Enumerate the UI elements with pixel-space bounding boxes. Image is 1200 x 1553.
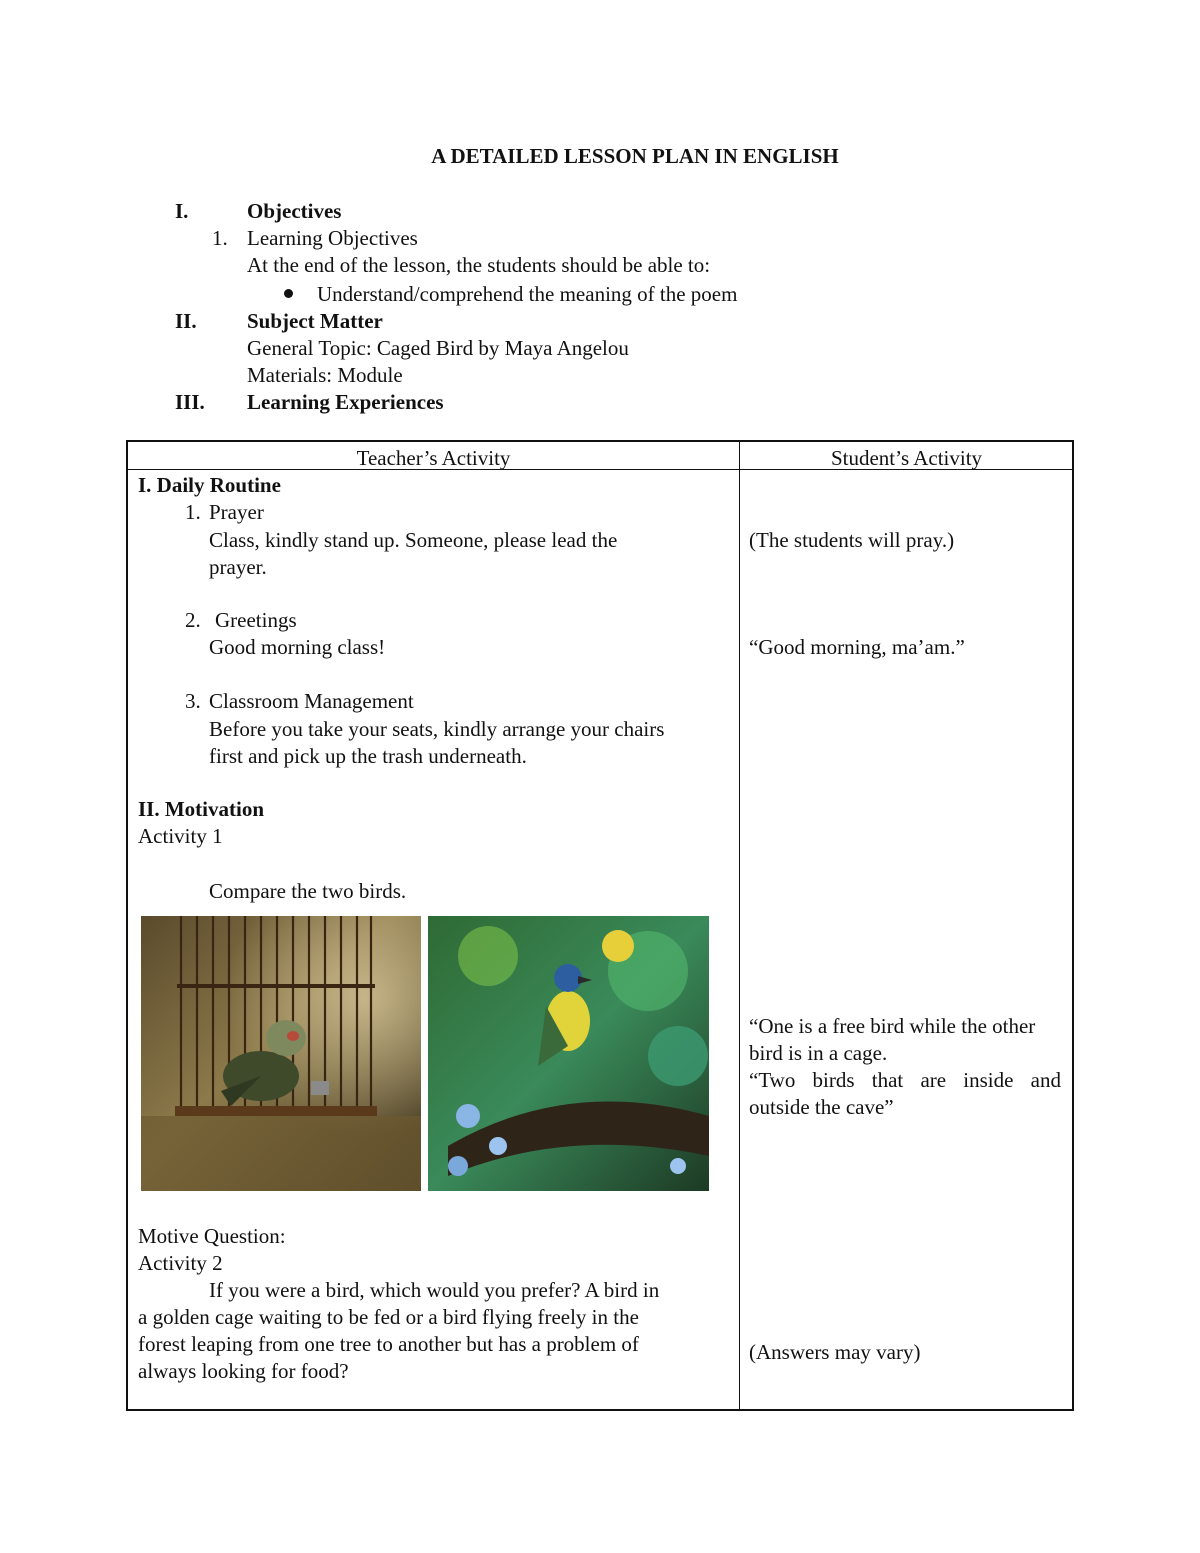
classroom-management-line-2: first and pick up the trash underneath.	[209, 744, 527, 768]
objectives-intro: At the end of the lesson, the students should be able to:	[247, 253, 711, 277]
student-pray-response: (The students will pray.)	[749, 528, 955, 552]
question-line-2: a golden cage waiting to be fed or a bird flying freely in the	[138, 1305, 639, 1329]
student-activity-header: Student’s Activity	[830, 446, 983, 470]
objective-bullet-text: Understand/comprehend the meaning of the poem	[317, 282, 738, 306]
student-birds-line-3: “Two birds that are inside and	[749, 1068, 1061, 1092]
question-line-1: If you were a bird, which would you prefer? A bird in	[209, 1278, 660, 1302]
student-birds-line-1: “One is a free bird while the other	[749, 1014, 1036, 1038]
experiences-heading: Learning Experiences	[247, 390, 444, 414]
classroom-management-line-1: Before you take your seats, kindly arrange your chairs	[209, 717, 665, 741]
materials: Materials: Module	[247, 363, 403, 387]
greetings-label: Greetings	[215, 608, 297, 632]
classroom-management-number: 3.	[185, 689, 201, 713]
document-title: A DETAILED LESSON PLAN IN ENGLISH	[431, 144, 839, 168]
student-greeting-response: “Good morning, ma’am.”	[749, 635, 965, 659]
motivation-heading: II. Motivation	[138, 797, 264, 821]
learning-objectives-number: 1.	[212, 226, 228, 250]
student-birds-line-2: bird is in a cage.	[749, 1041, 888, 1065]
column-divider	[739, 442, 740, 1409]
objectives-numeral: I.	[175, 199, 189, 223]
greetings-text: Good morning class!	[209, 635, 386, 659]
objectives-heading: Objectives	[247, 199, 342, 223]
learning-objectives-label: Learning Objectives	[247, 226, 418, 250]
subject-numeral: II.	[175, 309, 197, 333]
classroom-management-label: Classroom Management	[209, 689, 414, 713]
experiences-numeral: III.	[175, 390, 205, 414]
teacher-activity-header: Teacher’s Activity	[356, 446, 511, 470]
prayer-text-line-2: prayer.	[209, 555, 267, 579]
prayer-text-line-1: Class, kindly stand up. Someone, please lead the	[209, 528, 618, 552]
daily-routine-heading: I. Daily Routine	[138, 473, 281, 497]
student-birds-line-4: outside the cave”	[749, 1095, 894, 1119]
general-topic: General Topic: Caged Bird by Maya Angelou	[247, 336, 629, 360]
compare-instruction: Compare the two birds.	[209, 879, 407, 903]
greetings-number: 2.	[185, 608, 201, 632]
student-answers-response: (Answers may vary)	[749, 1340, 921, 1364]
prayer-label: Prayer	[209, 500, 264, 524]
activity-1-label: Activity 1	[138, 824, 223, 848]
activity-2-label: Activity 2	[138, 1251, 223, 1275]
question-line-4: always looking for food?	[138, 1359, 349, 1383]
question-line-3: forest leaping from one tree to another but has a problem of	[138, 1332, 639, 1356]
bullet-icon	[284, 289, 293, 298]
subject-heading: Subject Matter	[247, 309, 383, 333]
caged-bird-image	[141, 916, 421, 1191]
prayer-number: 1.	[185, 500, 201, 524]
free-bird-image	[428, 916, 709, 1191]
motive-question-label: Motive Question:	[138, 1224, 286, 1248]
